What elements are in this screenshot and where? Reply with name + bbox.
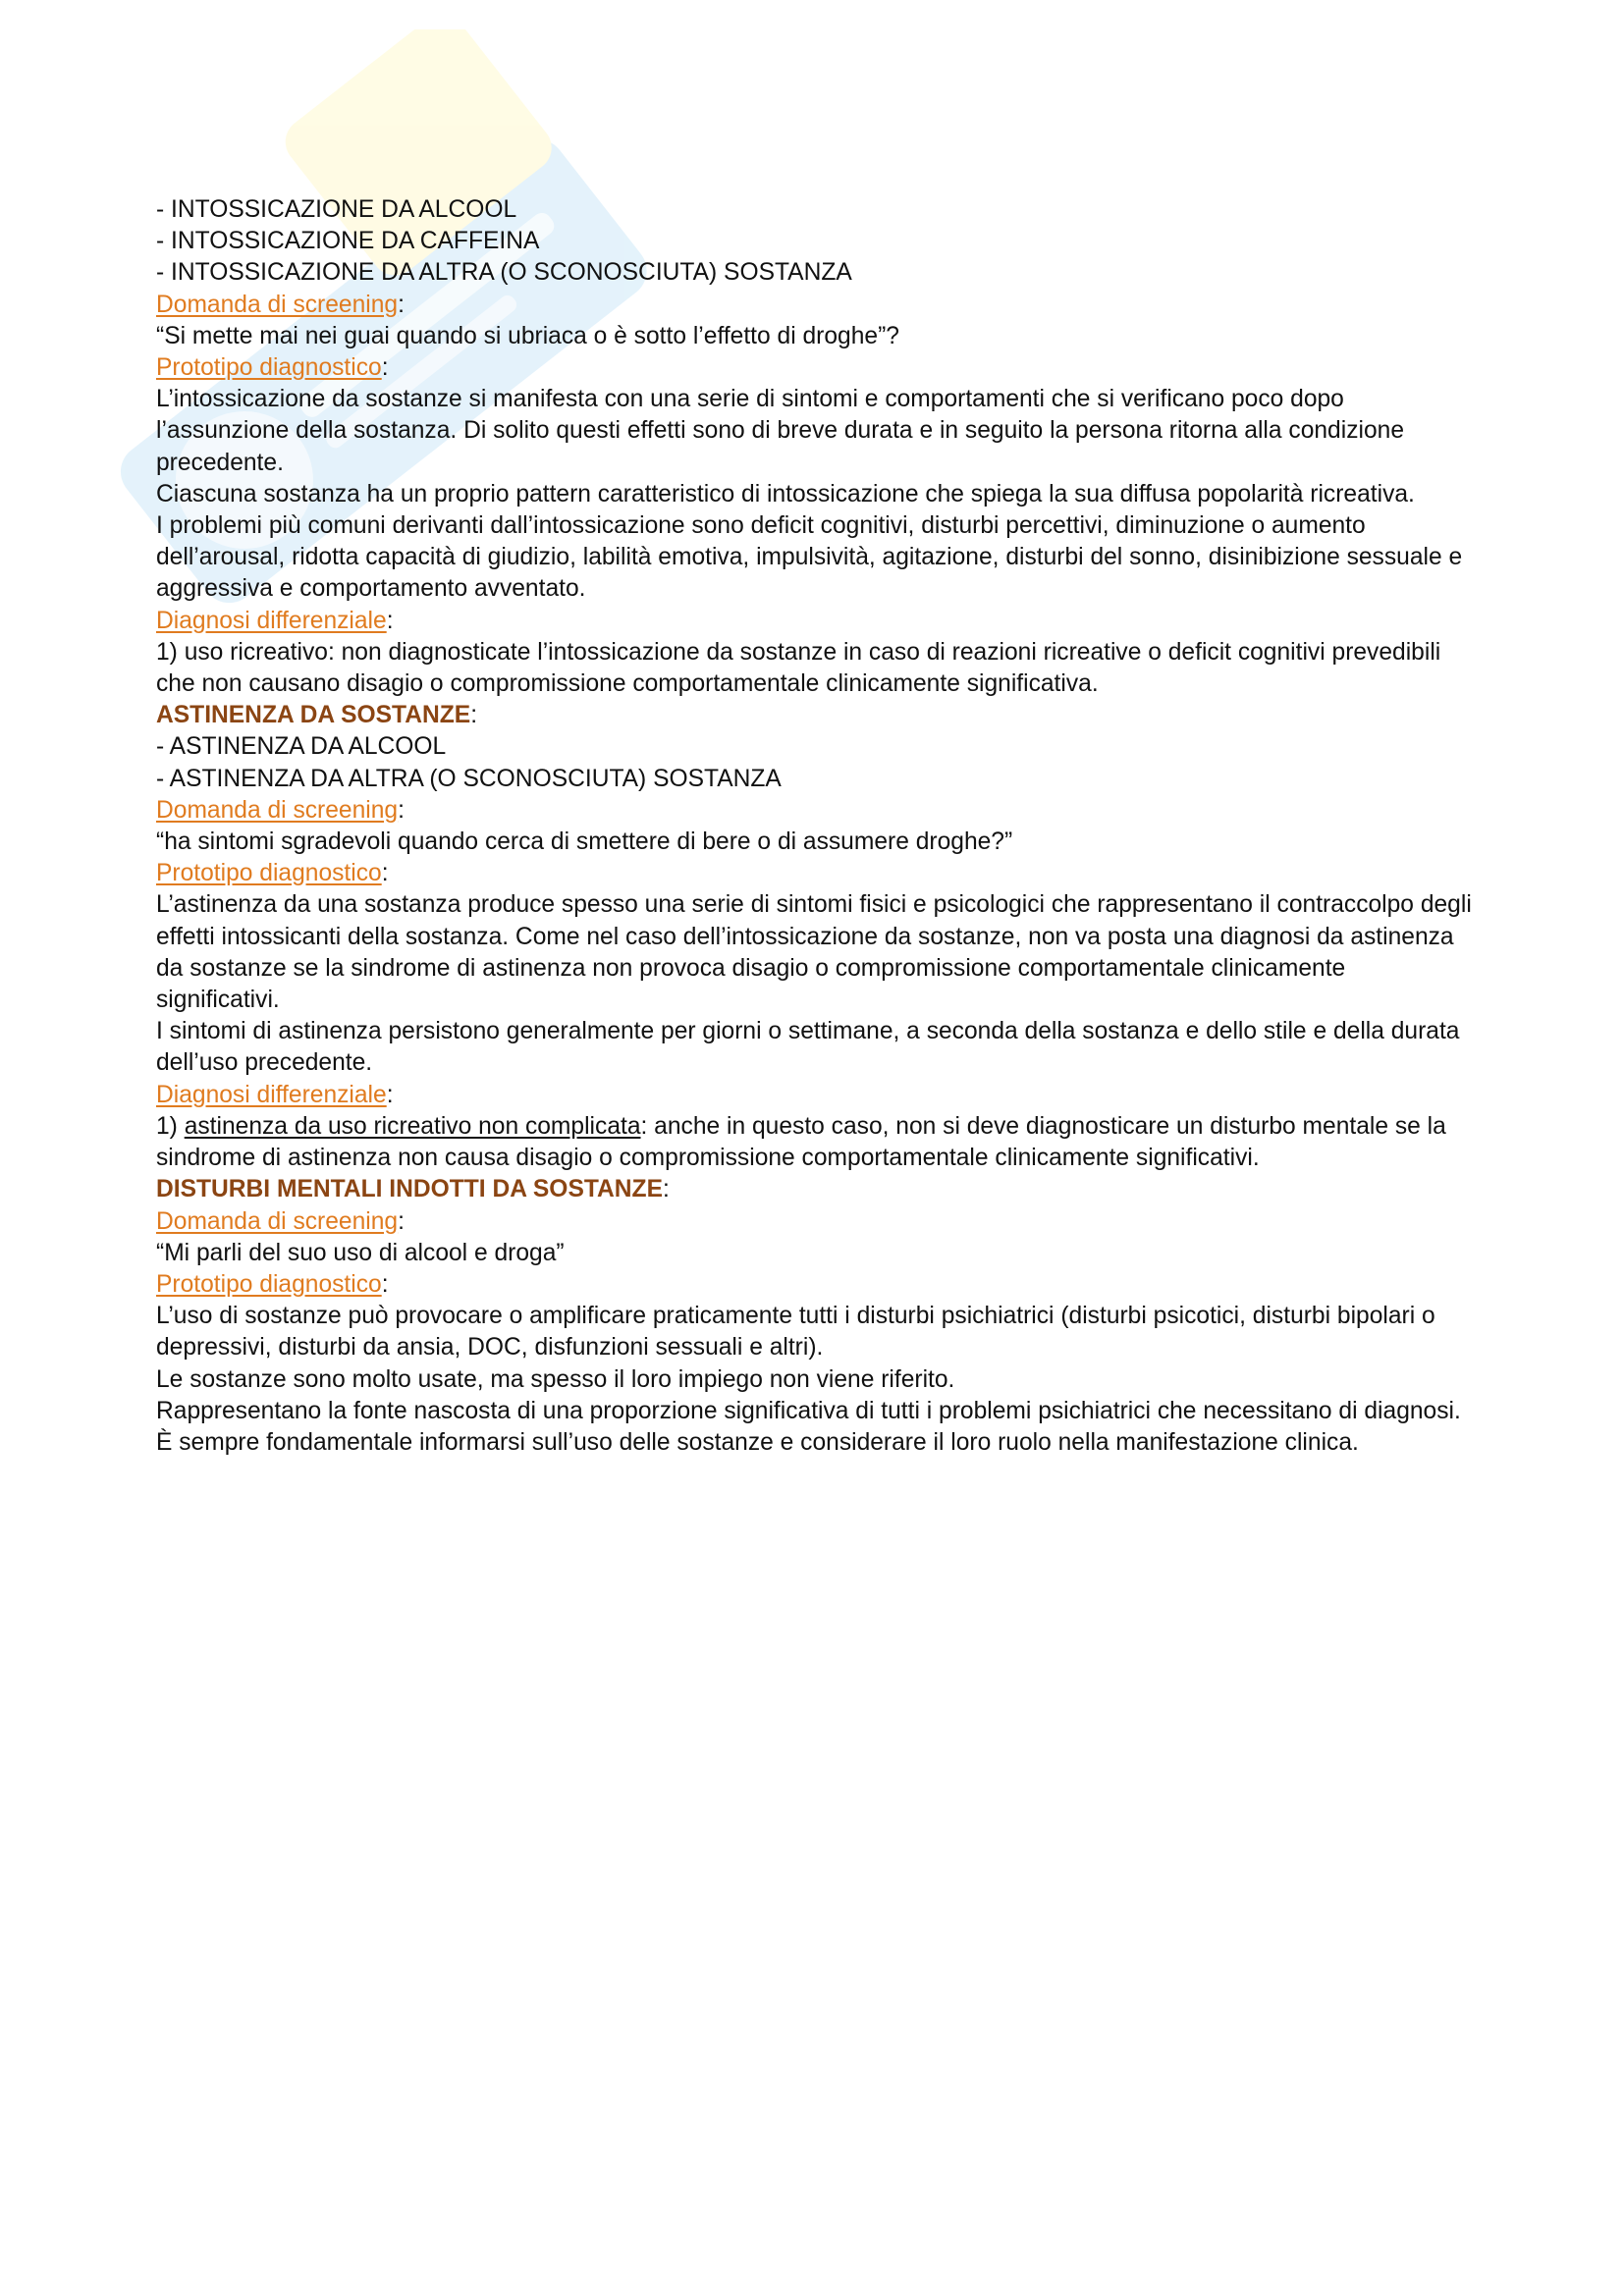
prototype-paragraph: È sempre fondamentale informarsi sull’uso delle sostanze e considerare il loro ruolo nella manifestazione clinica. — [156, 1428, 1359, 1456]
differential-label-row — [156, 606, 1472, 637]
prototype-paragraph: Rappresentano la fonte nascosta di una proporzione significativa di tutti i problemi psichiatrici che necessitano di diagnosi. — [156, 1397, 1461, 1424]
prototype-paragraph: L’intossicazione da sostanze si manifesta con una serie di sintomi e comportamenti che si verificano poco dopo l’assunzione della sostanza. Di solito questi effetti sono di breve durata e in seguito la persona ritorna alla condizione precedente. — [156, 386, 1404, 476]
section-heading-row — [156, 700, 1472, 731]
label-colon: : — [470, 702, 478, 729]
prototype-paragraph: Ciascuna sostanza ha un proprio pattern caratteristico di intossicazione che spiega la sua diffusa popolarità ricreativa. — [156, 480, 1415, 507]
screening-label: Domanda di screening — [156, 291, 399, 318]
differential-label-row — [156, 1080, 1472, 1111]
differential-text: : anche in questo caso, non si deve diagnosticare un disturbo mentale se la sindrome di astinenza non causa disagio o compromissione comportamentale clinicamente significativi. — [156, 1112, 1446, 1172]
prototype-label: Prototipo diagnostico — [156, 1270, 382, 1298]
prototype-paragraph: I problemi più comuni derivanti dall’intossicazione sono deficit cognitivi, disturbi percettivi, diminuzione o aumento dell’arousal, ridotta capacità di giudizio, labilità emotiva, impulsività, agitazione, disturbi del sonno, disinibizione sessuale e aggressiva e comportamento avventato. — [156, 512, 1463, 603]
intoxication-item: - INTOSSICAZIONE DA ALCOOL — [156, 196, 517, 223]
prototype-paragraph: Le sostanze sono molto usate, ma spesso il loro impiego non viene riferito. — [156, 1365, 955, 1393]
differential-term: astinenza da uso ricreativo non complicata — [184, 1112, 641, 1140]
prototype-label: Prototipo diagnostico — [156, 354, 382, 382]
differential-prefix: 1) — [156, 1112, 185, 1140]
screening-question: “Si mette mai nei guai quando si ubriaca o è sotto l’effetto di droghe”? — [156, 322, 899, 349]
differential-label: Diagnosi differenziale — [156, 1081, 387, 1108]
intoxication-item: - INTOSSICAZIONE DA CAFFEINA — [156, 228, 540, 255]
prototype-paragraph: I sintomi di astinenza persistono generalmente per giorni o settimane, a seconda della sostanza e dello stile e della durata dell’uso precedente. — [156, 1018, 1460, 1077]
prototype-label-row — [156, 352, 1472, 384]
document-body — [156, 194, 1472, 1459]
label-colon: : — [381, 354, 389, 382]
prototype-label-row — [156, 858, 1472, 889]
differential-item — [156, 1111, 1472, 1174]
label-colon: : — [381, 1270, 389, 1298]
section-heading: DISTURBI MENTALI INDOTTI DA SOSTANZE — [156, 1176, 663, 1203]
prototype-label-row — [156, 1269, 1472, 1301]
prototype-label: Prototipo diagnostico — [156, 860, 382, 887]
label-colon: : — [386, 1081, 394, 1108]
label-colon: : — [381, 860, 389, 887]
screening-question: “ha sintomi sgradevoli quando cerca di smettere di bere o di assumere droghe?” — [156, 828, 1013, 856]
screening-label: Domanda di screening — [156, 1207, 399, 1235]
withdrawal-item: - ASTINENZA DA ALCOOL — [156, 733, 447, 761]
screening-label-row — [156, 795, 1472, 827]
screening-question: “Mi parli del suo uso di alcool e droga” — [156, 1239, 565, 1266]
differential-label: Diagnosi differenziale — [156, 607, 387, 634]
label-colon: : — [663, 1176, 670, 1203]
intoxication-item: - INTOSSICAZIONE DA ALTRA (O SCONOSCIUTA) SOSTANZA — [156, 259, 852, 287]
screening-label-row — [156, 1206, 1472, 1238]
differential-item: 1) uso ricreativo: non diagnosticate l’intossicazione da sostanze in caso di reazioni ricreative o deficit cognitivi prevedibili che non causano disagio o compromissione comportamentale clinicamente significativa. — [156, 638, 1441, 698]
screening-label: Domanda di screening — [156, 796, 399, 824]
label-colon: : — [386, 607, 394, 634]
screening-label-row — [156, 290, 1472, 321]
prototype-paragraph: L’astinenza da una sostanza produce spesso una serie di sintomi fisici e psicologici che rappresentano il contraccolpo degli effetti intossicanti della sostanza. Come nel caso dell’intossicazione da sostanze, non va posta una diagnosi da astinenza da sostanze se la sindrome di astinenza non provoca disagio o compromissione comportamentale clinicamente significativi. — [156, 891, 1472, 1014]
withdrawal-item: - ASTINENZA DA ALTRA (O SCONOSCIUTA) SOSTANZA — [156, 765, 782, 792]
prototype-paragraph: L’uso di sostanze può provocare o amplificare praticamente tutti i disturbi psichiatrici (disturbi psicotici, disturbi bipolari o depressivi, disturbi da ansia, DOC, disfunzioni sessuali e altri). — [156, 1303, 1435, 1362]
label-colon: : — [398, 1207, 405, 1235]
label-colon: : — [398, 796, 405, 824]
section-heading-row — [156, 1174, 1472, 1205]
section-heading: ASTINENZA DA SOSTANZE — [156, 702, 471, 729]
label-colon: : — [398, 291, 405, 318]
